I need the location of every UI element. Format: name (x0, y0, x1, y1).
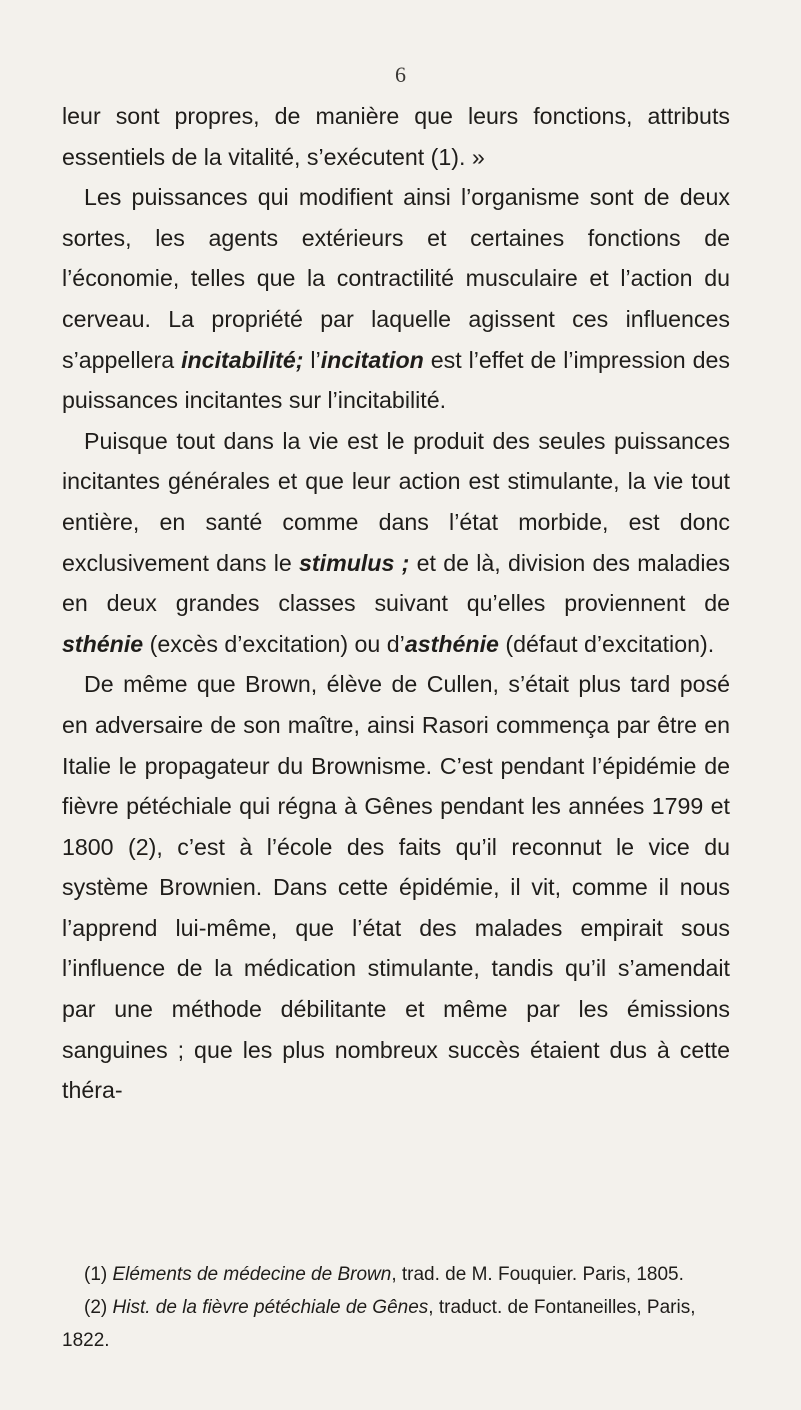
paragraph (62, 664, 730, 1111)
italic-term: incitation (320, 346, 424, 373)
text-run: l’ (303, 346, 321, 373)
footnote (62, 1258, 730, 1291)
text-run: (défaut d’excitation). (498, 630, 715, 657)
footnote (62, 1291, 730, 1357)
italic-term: incitabilité; (181, 346, 304, 373)
text-run: (excès d’excitation) ou d’ (143, 630, 405, 657)
text-run: (2) (84, 1297, 113, 1318)
italic-term: Hist. de la fièvre pétéchiale de Gênes (112, 1297, 429, 1318)
text-run: est l’effet de l’impression des puissances incitantes sur l’incitabilité. (62, 346, 730, 414)
text-run: , trad. de M. Fouquier. Paris, 1805. (391, 1264, 684, 1285)
italic-term: asthénie (404, 630, 499, 657)
text-run: leur sont propres, de manière que leurs fonctions, attributs essentiels de la vitalité, s’exécutent (1). » (62, 103, 730, 170)
footnotes (62, 1258, 730, 1357)
paragraph (62, 96, 730, 177)
body-text (62, 96, 730, 1111)
italic-term: Eléments de médecine de Brown (112, 1264, 392, 1285)
text-run: (1) (84, 1264, 113, 1285)
text-run: et de là, division des maladies en deux grandes classes suivant qu’elles proviennent de (62, 549, 730, 617)
page-number: 6 (395, 62, 406, 87)
text-run: Les puissances qui modifient ainsi l’organisme sont de deux sortes, les agents extérieurs et certaines fonctions de l’économie, telles que la contractilité musculaire et l’action du cerveau. La propriété par laquelle agissent ces influences s’appellera (62, 184, 730, 373)
paragraph (62, 177, 730, 421)
text-run: , traduct. de Fontaneilles, Paris, 1822. (62, 1297, 696, 1351)
paragraph (62, 421, 730, 665)
text-run: De même que Brown, élève de Cullen, s’était plus tard posé en adversaire de son maître, ainsi Rasori commença par être en Italie le propagateur du Brownisme. C’est pendant l’épidémie de fièvre pétéchiale qui régna à Gênes pendant les années 1799 et 1800 (2), c’est à l’école des faits qu’il reconnut le vice du système Brownien. Dans cette épidémie, il vit, comme il nous l’apprend lui-même, que l’état des malades empirait sous l’influence de la médication stimulante, tandis qu’il s’amendait par une méthode débilitante et même par les émissions sanguines ; que les plus nombreux succès étaient dus à cette théra- (62, 671, 730, 1104)
italic-term: stimulus ; (299, 549, 410, 576)
text-run: Puisque tout dans la vie est le produit des seules puissances incitantes générales et que leur action est stimulante, la vie tout entière, en santé comme dans l’état morbide, est donc exclusivement dans le (62, 427, 730, 576)
italic-term: sthénie (62, 630, 144, 657)
